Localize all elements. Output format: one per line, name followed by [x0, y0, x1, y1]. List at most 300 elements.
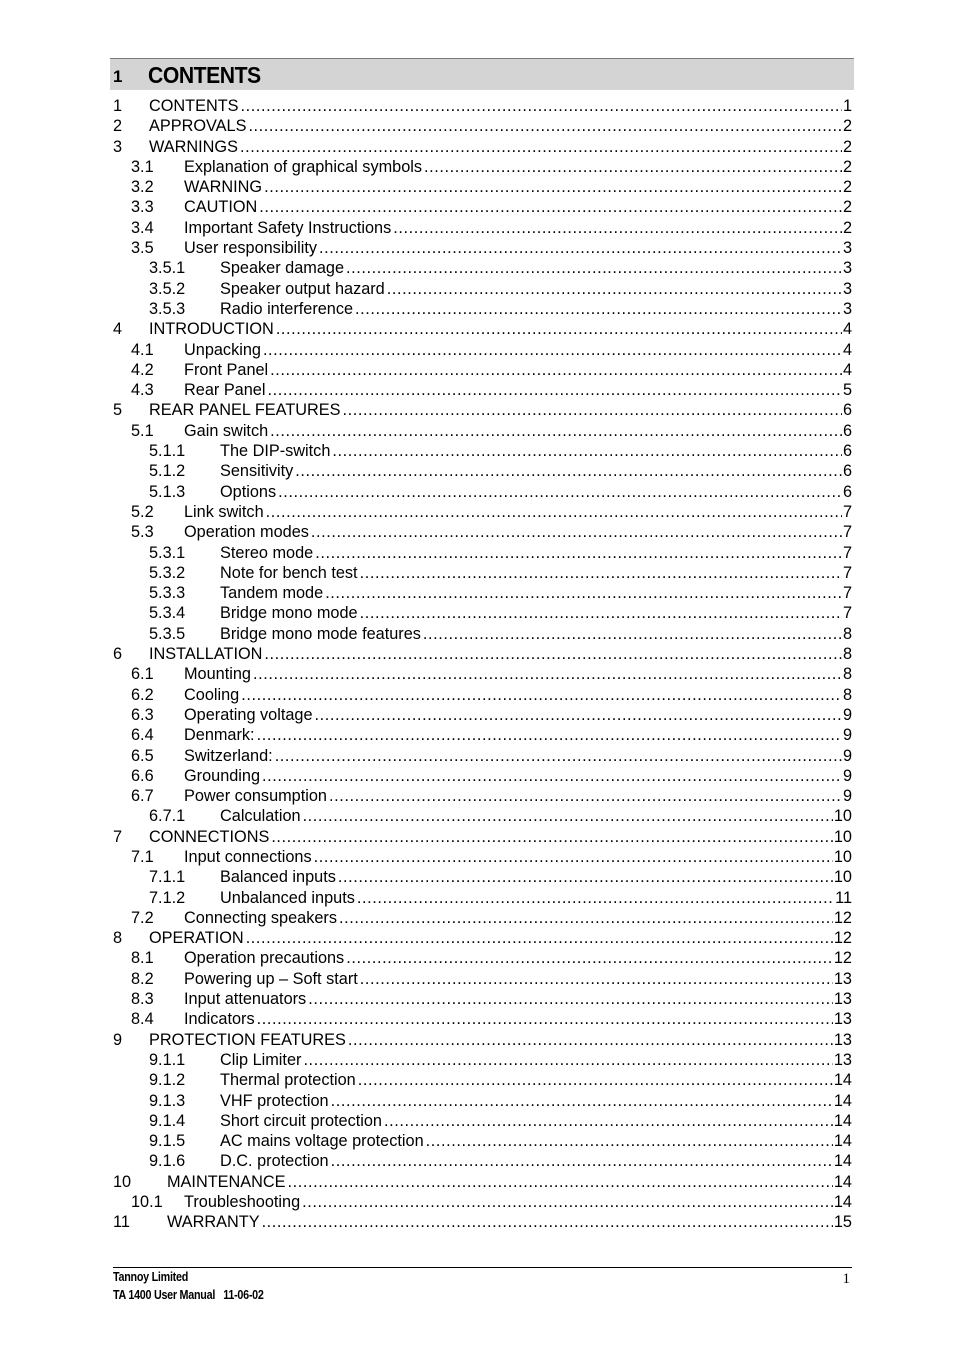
toc-entry-line	[220, 867, 852, 887]
toc-dot-leader	[426, 1131, 833, 1151]
toc-dot-leader	[240, 137, 842, 157]
toc-dot-leader	[424, 157, 842, 177]
toc-entry[interactable]	[113, 319, 852, 339]
toc-entry-page: 6	[842, 462, 852, 481]
footer-page-number: 1	[842, 1271, 850, 1287]
toc-entry[interactable]	[113, 279, 852, 299]
toc-entry[interactable]	[113, 1111, 852, 1131]
toc-entry-page: 2	[842, 137, 852, 156]
toc-entry-line	[184, 177, 852, 197]
toc-entry-title: Switzerland:	[184, 746, 273, 765]
toc-entry[interactable]	[113, 400, 852, 420]
toc-entry-line	[220, 441, 852, 461]
toc-dot-leader	[338, 867, 833, 887]
toc-dot-leader	[275, 746, 842, 766]
toc-dot-leader	[311, 522, 842, 542]
toc-entry-page: 9	[842, 787, 852, 806]
toc-entry-number: 11	[113, 1213, 130, 1232]
toc-entry-number: 5.3.2	[149, 563, 186, 582]
toc-entry-page: 9	[842, 746, 852, 765]
toc-entry-number: 5.1.2	[149, 462, 186, 481]
toc-entry[interactable]	[113, 563, 852, 583]
section-heading-number: 1	[113, 67, 123, 86]
toc-dot-leader	[315, 543, 842, 563]
toc-entry-line	[167, 1212, 852, 1232]
toc-dot-leader	[308, 989, 833, 1009]
toc-entry-page: 14	[833, 1071, 852, 1090]
toc-entry[interactable]	[113, 948, 852, 968]
toc-entry-title: Indicators	[184, 1010, 255, 1029]
toc-dot-leader	[288, 1172, 833, 1192]
toc-entry-title: Radio interference	[220, 299, 354, 318]
toc-entry-page: 13	[833, 990, 852, 1009]
toc-entry[interactable]	[113, 786, 852, 806]
toc-entry-line	[184, 1192, 852, 1212]
toc-entry-number: 4.2	[131, 360, 154, 379]
toc-entry-number: 5.1.1	[149, 442, 186, 461]
toc-entry-line	[184, 421, 852, 441]
toc-entry[interactable]	[113, 1030, 852, 1050]
toc-dot-leader	[257, 725, 842, 745]
toc-dot-leader	[331, 1091, 833, 1111]
toc-dot-leader	[325, 583, 842, 603]
toc-dot-leader	[278, 482, 842, 502]
toc-dot-leader	[314, 847, 833, 867]
toc-entry-number: 6.3	[131, 705, 154, 724]
toc-entry-number: 7	[113, 827, 123, 846]
toc-entry-line	[220, 543, 852, 563]
toc-entry-line	[149, 96, 852, 116]
toc-dot-leader	[384, 1111, 833, 1131]
toc-entry-page: 2	[842, 157, 852, 176]
toc-entry-title: PROTECTION FEATURES	[149, 1030, 346, 1049]
toc-entry[interactable]	[113, 543, 852, 563]
toc-entry-title: Short circuit protection	[220, 1111, 382, 1130]
toc-dot-leader	[331, 1151, 833, 1171]
toc-dot-leader	[253, 664, 842, 684]
toc-entry-number: 5.1	[131, 421, 154, 440]
toc-entry-page: 14	[833, 1193, 852, 1212]
toc-entry-title: WARNINGS	[149, 137, 238, 156]
toc-entry-line	[184, 340, 852, 360]
toc-entry[interactable]	[113, 299, 852, 319]
toc-entry-line	[184, 157, 852, 177]
toc-entry-line	[220, 624, 852, 644]
toc-entry-title: Input attenuators	[184, 990, 307, 1009]
toc-dot-leader	[348, 1030, 833, 1050]
toc-entry[interactable]	[113, 806, 852, 826]
toc-entry-number: 4.3	[131, 381, 154, 400]
toc-entry[interactable]	[113, 177, 852, 197]
toc-entry-line	[220, 299, 852, 319]
toc-entry-title: INTRODUCTION	[149, 320, 274, 339]
toc-dot-leader	[302, 1192, 833, 1212]
toc-entry-line	[220, 279, 852, 299]
toc-entry-number: 5.3.1	[149, 543, 186, 562]
toc-entry-line	[220, 1111, 852, 1131]
toc-entry-page: 3	[842, 299, 852, 318]
toc-entry-line	[184, 502, 852, 522]
toc-entry[interactable]	[113, 847, 852, 867]
toc-entry[interactable]	[113, 969, 852, 989]
toc-entry-line	[149, 1030, 852, 1050]
toc-entry-page: 13	[833, 1050, 852, 1069]
toc-entry-title: WARRANTY	[167, 1213, 260, 1232]
toc-entry[interactable]	[113, 1172, 852, 1192]
toc-entry-title: Operating voltage	[184, 705, 313, 724]
toc-dot-leader	[303, 806, 833, 826]
toc-entry-line	[167, 1172, 852, 1192]
toc-entry-page: 11	[835, 888, 852, 907]
toc-entry-number: 3.3	[131, 198, 154, 217]
toc-entry-title: Unbalanced inputs	[220, 888, 355, 907]
toc-entry[interactable]	[113, 380, 852, 400]
toc-entry-line	[184, 360, 852, 380]
toc-entry-page: 7	[842, 584, 852, 603]
toc-entry-line	[184, 522, 852, 542]
toc-entry-line	[184, 238, 852, 258]
toc-entry-number: 5.3.3	[149, 584, 186, 603]
toc-entry-title: WARNING	[184, 178, 263, 197]
toc-entry-number: 3.5.2	[149, 279, 186, 298]
toc-entry-number: 3.2	[131, 178, 154, 197]
toc-entry-number: 3	[113, 137, 123, 156]
toc-entry-title: CAUTION	[184, 198, 258, 217]
toc-entry[interactable]	[113, 1212, 852, 1232]
toc-entry[interactable]	[113, 441, 852, 461]
toc-entry-line	[184, 989, 852, 1009]
toc-entry-number: 5.2	[131, 502, 154, 521]
toc-entry-number: 9.1.3	[149, 1091, 186, 1110]
toc-entry-page: 14	[833, 1091, 852, 1110]
toc-entry-page: 7	[842, 563, 852, 582]
toc-entry-line	[220, 1091, 852, 1111]
toc-entry[interactable]	[113, 340, 852, 360]
toc-entry[interactable]	[113, 989, 852, 1009]
toc-entry[interactable]	[113, 725, 852, 745]
toc-dot-leader	[360, 969, 833, 989]
toc-entry-title: MAINTENANCE	[167, 1172, 286, 1191]
toc-entry-title: Connecting speakers	[184, 908, 337, 927]
toc-dot-leader	[393, 218, 842, 238]
footer-company: Tannoy Limited	[113, 1270, 189, 1284]
toc-entry-page: 5	[842, 381, 852, 400]
toc-entry[interactable]	[113, 603, 852, 623]
toc-dot-leader	[332, 441, 842, 461]
toc-entry-title: Note for bench test	[220, 563, 358, 582]
toc-entry-page: 13	[833, 969, 852, 988]
toc-entry-page: 6	[842, 442, 852, 461]
toc-entry-number: 3.4	[131, 218, 154, 237]
toc-entry[interactable]	[113, 96, 852, 116]
toc-entry-line	[220, 461, 852, 481]
toc-entry-line	[184, 766, 852, 786]
toc-dot-leader	[264, 644, 842, 664]
toc-entry[interactable]	[113, 1192, 852, 1212]
toc-dot-leader	[263, 340, 842, 360]
toc-entry[interactable]	[113, 624, 852, 644]
toc-entry-number: 10.1	[131, 1193, 163, 1212]
toc-entry-title: Sensitivity	[220, 462, 294, 481]
toc-entry[interactable]	[113, 1070, 852, 1090]
toc-entry-number: 9.1.2	[149, 1071, 186, 1090]
toc-entry-line	[184, 197, 852, 217]
toc-entry[interactable]	[113, 137, 852, 157]
toc-entry-line	[184, 969, 852, 989]
toc-entry-title: Cooling	[184, 685, 240, 704]
toc-entry-line	[220, 563, 852, 583]
toc-entry-number: 6	[113, 645, 123, 664]
toc-dot-leader	[264, 177, 842, 197]
toc-entry-page: 7	[842, 523, 852, 542]
toc-entry-number: 3.5	[131, 239, 154, 258]
toc-entry-title: Unpacking	[184, 340, 261, 359]
toc-entry[interactable]	[113, 746, 852, 766]
toc-entry[interactable]	[113, 1091, 852, 1111]
toc-dot-leader	[346, 948, 833, 968]
toc-entry[interactable]	[113, 1151, 852, 1171]
toc-entry-line	[184, 218, 852, 238]
toc-entry-title: Front Panel	[184, 360, 269, 379]
toc-dot-leader	[319, 238, 842, 258]
toc-entry-number: 7.2	[131, 908, 154, 927]
toc-entry-title: APPROVALS	[149, 117, 247, 136]
toc-entry-title: Mounting	[184, 665, 251, 684]
toc-entry-number: 9.1.4	[149, 1111, 186, 1130]
toc-entry[interactable]	[113, 888, 852, 908]
toc-entry-page: 7	[842, 543, 852, 562]
toc-entry-page: 10	[833, 868, 852, 887]
toc-entry-line	[220, 806, 852, 826]
toc-entry-number: 2	[113, 117, 123, 136]
toc-entry-line	[184, 380, 852, 400]
toc-entry-title: Grounding	[184, 766, 261, 785]
toc-dot-leader	[262, 766, 842, 786]
toc-entry[interactable]	[113, 685, 852, 705]
toc-entry-title: The DIP-switch	[220, 442, 331, 461]
toc-entry-line	[184, 664, 852, 684]
toc-entry-number: 8.3	[131, 990, 154, 1009]
toc-dot-leader	[358, 1070, 833, 1090]
toc-entry-title: VHF protection	[220, 1091, 329, 1110]
toc-entry-page: 3	[842, 259, 852, 278]
toc-entry-page: 14	[833, 1152, 852, 1171]
toc-entry-title: REAR PANEL FEATURES	[149, 401, 341, 420]
toc-dot-leader	[346, 258, 842, 278]
toc-entry-page: 15	[833, 1213, 852, 1232]
toc-entry-title: Input connections	[184, 847, 312, 866]
toc-entry-title: CONTENTS	[149, 97, 239, 115]
toc-entry-line	[220, 1131, 852, 1151]
toc-entry-title: D.C. protection	[220, 1152, 329, 1171]
toc-entry-page: 3	[842, 279, 852, 298]
toc-entry-number: 6.5	[131, 746, 154, 765]
toc-entry-title: Powering up – Soft start	[184, 969, 358, 988]
toc-dot-leader	[360, 603, 842, 623]
toc-entry[interactable]	[113, 502, 852, 522]
toc-entry-number: 5.3.4	[149, 604, 186, 623]
toc-entry-page: 2	[842, 218, 852, 237]
toc-entry-number: 1	[113, 97, 123, 115]
toc-entry-page: 8	[842, 665, 852, 684]
toc-entry[interactable]	[113, 522, 852, 542]
toc-entry-line	[149, 928, 852, 948]
toc-entry-line	[184, 705, 852, 725]
toc-entry-number: 6.4	[131, 726, 154, 745]
toc-entry-line	[149, 400, 852, 420]
toc-dot-leader	[248, 116, 842, 136]
toc-entry-page: 6	[842, 421, 852, 440]
toc-entry-title: Speaker damage	[220, 259, 345, 278]
section-heading-bar	[110, 58, 854, 90]
toc-entry-page: 2	[842, 117, 852, 136]
toc-entry-page: 4	[842, 360, 852, 379]
toc-entry-page: 9	[842, 726, 852, 745]
toc-entry[interactable]	[113, 867, 852, 887]
toc-entry-page: 4	[842, 340, 852, 359]
toc-entry[interactable]	[113, 461, 852, 481]
toc-entry-page: 8	[842, 645, 852, 664]
toc-entry[interactable]	[113, 238, 852, 258]
toc-entry[interactable]	[113, 482, 852, 502]
toc-entry-line	[184, 908, 852, 928]
toc-entry[interactable]	[113, 421, 852, 441]
toc-entry-number: 5	[113, 401, 123, 420]
toc-entry-page: 9	[842, 766, 852, 785]
toc-entry-number: 6.7	[131, 787, 154, 806]
toc-entry-line	[220, 482, 852, 502]
toc-dot-leader	[339, 908, 833, 928]
toc-entry-line	[220, 1070, 852, 1090]
toc-entry-number: 6.1	[131, 665, 154, 684]
toc-entry-number: 5.1.3	[149, 482, 186, 501]
toc-entry-title: Gain switch	[184, 421, 269, 440]
toc-dot-leader	[276, 319, 842, 339]
toc-entry-page: 3	[842, 239, 852, 258]
toc-dot-leader	[266, 502, 842, 522]
toc-entry[interactable]	[113, 1050, 852, 1070]
toc-entry-number: 7.1.1	[149, 868, 186, 887]
table-of-contents	[113, 96, 852, 1233]
toc-entry-line	[149, 137, 852, 157]
toc-dot-leader	[257, 1009, 833, 1029]
toc-entry-line	[184, 948, 852, 968]
toc-dot-leader	[271, 827, 833, 847]
toc-entry-number: 4.1	[131, 340, 154, 359]
toc-entry[interactable]	[113, 766, 852, 786]
toc-entry-number: 7.1	[131, 847, 154, 866]
toc-entry-number: 3.5.1	[149, 259, 186, 278]
toc-entry-line	[149, 319, 852, 339]
toc-dot-leader	[259, 197, 842, 217]
footer-document-info: TA 1400 User Manual 11-06-02	[113, 1288, 264, 1302]
toc-entry-page: 7	[842, 502, 852, 521]
toc-entry-line	[184, 725, 852, 745]
toc-entry-title: Explanation of graphical symbols	[184, 157, 423, 176]
toc-entry[interactable]	[113, 1131, 852, 1151]
toc-entry-number: 6.2	[131, 685, 154, 704]
toc-dot-leader	[267, 380, 841, 400]
toc-entry[interactable]	[113, 116, 852, 136]
toc-entry-line	[184, 786, 852, 806]
toc-entry-line	[184, 847, 852, 867]
toc-entry[interactable]	[113, 705, 852, 725]
toc-entry-page: 9	[842, 705, 852, 724]
toc-entry-page: 12	[833, 908, 852, 927]
toc-entry-number: 8.2	[131, 969, 154, 988]
toc-entry-title: Operation precautions	[184, 949, 345, 968]
toc-entry-title: Options	[220, 482, 277, 501]
toc-entry-title: Link switch	[184, 502, 264, 521]
toc-entry[interactable]	[113, 218, 852, 238]
toc-entry-number: 8.4	[131, 1010, 154, 1029]
toc-entry[interactable]	[113, 664, 852, 684]
toc-entry-title: Rear Panel	[184, 381, 266, 400]
toc-entry-line	[184, 746, 852, 766]
toc-dot-leader	[315, 705, 842, 725]
toc-entry-number: 4	[113, 320, 123, 339]
toc-entry-number: 3.5.3	[149, 299, 186, 318]
toc-entry-title: Troubleshooting	[184, 1193, 301, 1212]
toc-entry-number: 5.3	[131, 523, 154, 542]
toc-entry[interactable]	[113, 197, 852, 217]
toc-entry-number: 6.6	[131, 766, 154, 785]
toc-entry-page: 2	[842, 198, 852, 217]
toc-entry-title: Thermal protection	[220, 1071, 356, 1090]
section-heading-title: CONTENTS	[148, 62, 261, 88]
toc-dot-leader	[343, 400, 842, 420]
toc-dot-leader	[329, 786, 842, 806]
toc-entry-line	[184, 685, 852, 705]
toc-entry[interactable]	[113, 360, 852, 380]
toc-entry-line	[184, 1009, 852, 1029]
toc-entry-title: INSTALLATION	[149, 645, 263, 664]
toc-dot-leader	[270, 421, 842, 441]
toc-entry-line	[220, 258, 852, 278]
toc-entry-line	[149, 827, 852, 847]
toc-entry-page: 8	[842, 685, 852, 704]
toc-entry[interactable]	[113, 583, 852, 603]
toc-entry-number: 7.1.2	[149, 888, 186, 907]
toc-entry[interactable]	[113, 1009, 852, 1029]
toc-entry-page: 6	[842, 482, 852, 501]
toc-dot-leader	[360, 563, 842, 583]
toc-entry[interactable]	[113, 908, 852, 928]
toc-entry-title: Important Safety Instructions	[184, 218, 392, 237]
toc-entry-line	[220, 583, 852, 603]
toc-entry-number: 5.3.5	[149, 624, 186, 643]
toc-entry-page: 12	[833, 929, 852, 948]
toc-dot-leader	[387, 279, 842, 299]
toc-entry-title: AC mains voltage protection	[220, 1132, 424, 1151]
toc-entry[interactable]	[113, 258, 852, 278]
toc-entry-title: Operation modes	[184, 523, 309, 542]
toc-dot-leader	[262, 1212, 833, 1232]
toc-entry-page: 13	[833, 1030, 852, 1049]
toc-entry[interactable]	[113, 827, 852, 847]
toc-entry[interactable]	[113, 928, 852, 948]
toc-entry-line	[220, 888, 852, 908]
toc-entry-page: 14	[833, 1132, 852, 1151]
toc-entry-page: 6	[842, 401, 852, 420]
toc-entry-page: 14	[833, 1172, 852, 1191]
toc-entry-title: Balanced inputs	[220, 868, 336, 887]
toc-entry[interactable]	[113, 157, 852, 177]
toc-entry[interactable]	[113, 644, 852, 664]
toc-entry-title: User responsibility	[184, 239, 318, 258]
toc-entry-title: Speaker output hazard	[220, 279, 385, 298]
toc-entry-line	[220, 603, 852, 623]
